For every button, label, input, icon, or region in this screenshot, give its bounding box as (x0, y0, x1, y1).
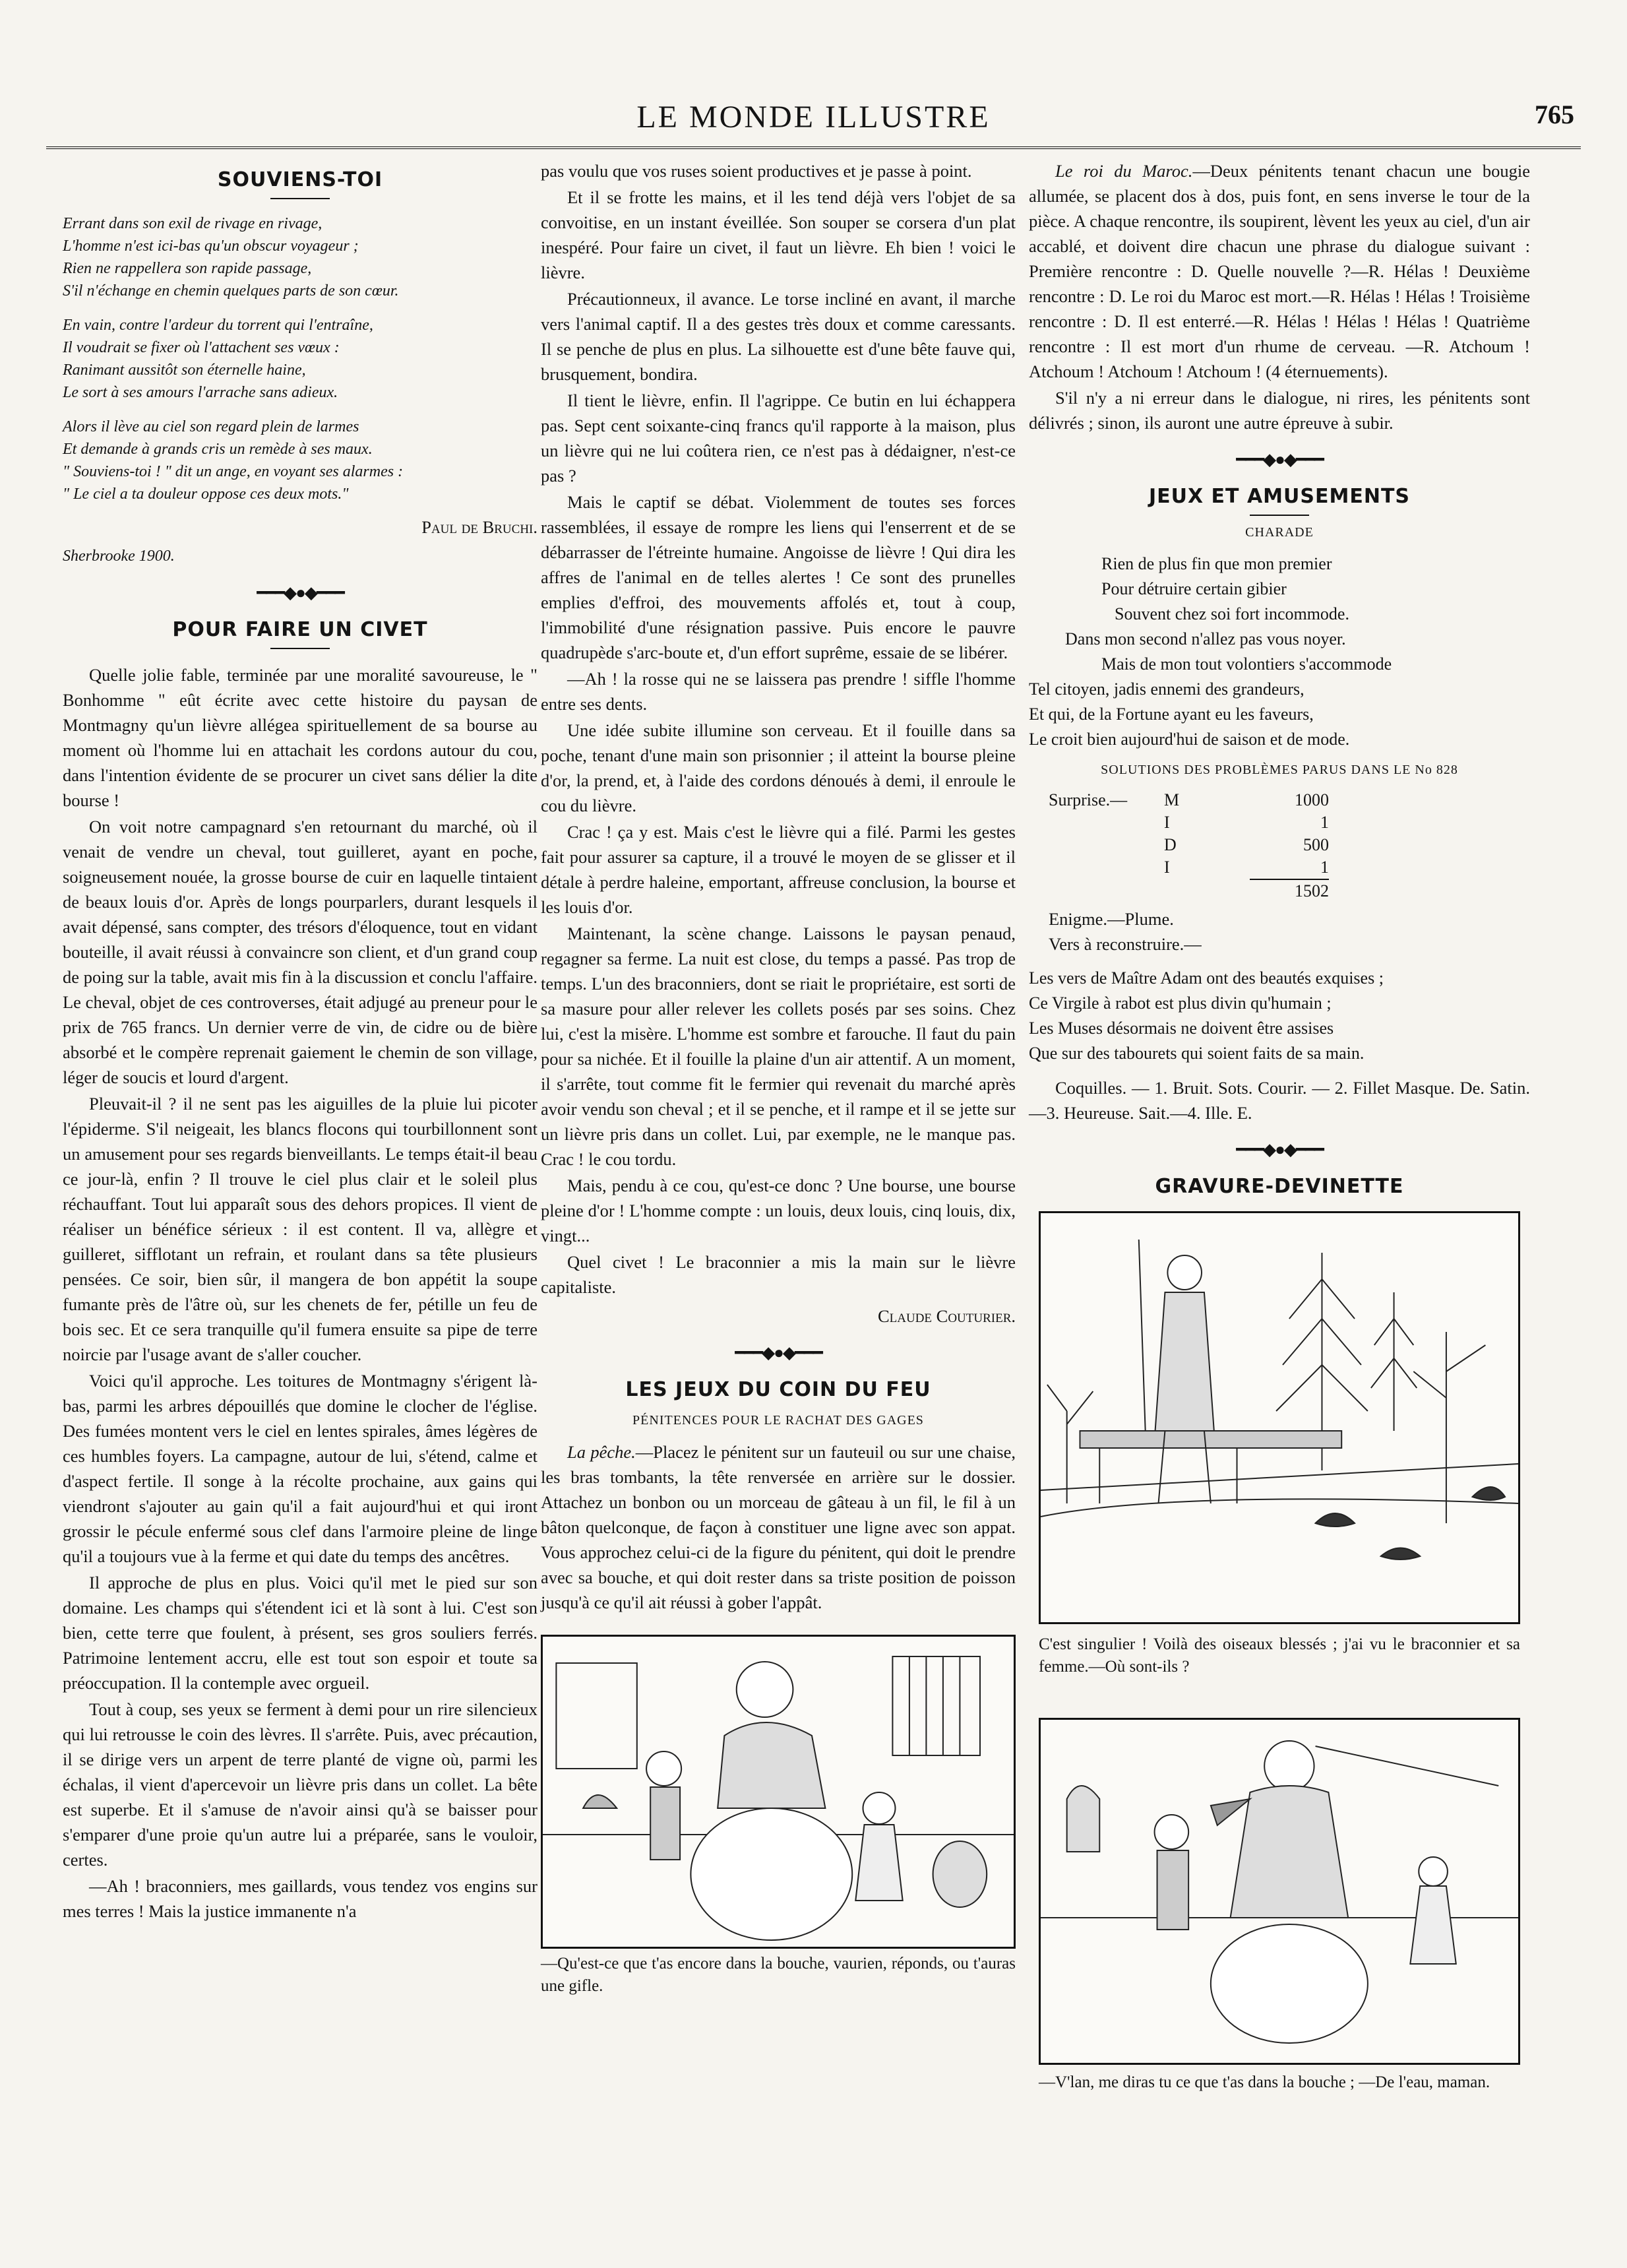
cartoon-drawing-2 (1041, 1720, 1518, 2063)
charade-verse (1029, 551, 1530, 752)
gravure-illustration (1039, 1211, 1520, 1624)
column-1 (63, 158, 537, 1924)
story-author: Claude Couturier. (877, 1306, 1016, 1326)
solutions-total: 1502 (1295, 881, 1329, 900)
charade-line: Souvent chez soi fort incommode. (1115, 604, 1349, 623)
solutions-row: D 500 (1164, 835, 1329, 854)
poem-line: Le sort à ses amours l'arrache sans adieux. (63, 384, 338, 401)
maroc-paragraph (1029, 158, 1530, 384)
poem-line: S'il n'échange en chemin quelques parts de son cœur. (63, 282, 399, 299)
poem-line: Il voudrait se fixer où l'attachent ses vœux : (63, 339, 340, 356)
title-rule (270, 198, 330, 199)
games-paragraph (541, 1439, 1016, 1615)
poem-line: Et demande à grands cris un remède à ses maux. (63, 441, 373, 458)
poem-author: Paul de Bruchi. (421, 517, 537, 537)
solutions-title: SOLUTIONS DES PROBLÈMES PARUS DANS LE No 828 (1101, 763, 1458, 777)
poem-line: Ranimant aussitôt son éternelle haine, (63, 362, 306, 379)
maroc-paragraph-2: S'il n'y a ni erreur dans le dialogue, ni rires, les pénitents sont délivrés ; sinon, ils auront une autre épreuve à subir. (1029, 388, 1530, 433)
poem (63, 212, 537, 505)
title-rule (1250, 515, 1309, 516)
story-paragraph: Mais, pendu à ce cou, qu'est-ce donc ? Une bourse, une bourse pleine d'or ! L'homme compte : un louis, deux louis, cinq louis, dix, vingt... (541, 1176, 1016, 1245)
story-paragraph: Mais le captif se débat. Violemment de toutes ses forces rassemblées, il essaye de rompre les liens qui l'enserrent et de se débarrasser de l'étreinte humaine. Angoisse de lièvre ! Qui dira les affres de l'animal en de telles alertes ! Ce sont des prunelles emplies d'effroi, des mouvements affolés et, tout à coup, l'immobilité d'une résignation passive. Puis encore le pauvre quadrupède s'arc-boute et, d'un effort suprême, essaie de se libérer. (541, 492, 1016, 662)
story-paragraph: Précautionneux, il avance. Le torse incliné en avant, il marche vers l'animal captif. Il a des gestes très doux et comme caressants. Il se penche de plus en plus. La silhouette est d'une bête fauve qui, brusquement, bondira. (541, 289, 1016, 384)
header-rule (46, 146, 1581, 149)
vers-verse (1029, 966, 1530, 1066)
solutions-table (1049, 789, 1530, 902)
gravure-drawing (1041, 1213, 1518, 1622)
verse-line: Que sur des tabourets qui soient faits de sa main. (1029, 1044, 1365, 1063)
story-paragraph: Voici qu'il approche. Les toitures de Montmagny s'érigent là-bas, parmi les arbres dépouillés que domine le clocher de l'église. Des fumées montent vers le ciel en lentes spirales, âmes légères de ces humbles foyers. La campagne, autour de lui, s'étend, calme et d'aspect fertile. Il songe à la récolte prochaine, aux gains qui viendront s'ajouter au gain qu'il a fait aujourd'hui et qui iront grossir le pécule enfermé sous clef dans l'armoire pleine de linge qu'il a toujours vue à la ferme et qui date du temps des ancêtres. (63, 1371, 537, 1566)
cartoon-illustration-2 (1039, 1718, 1520, 2065)
verse-line: Les Muses désormais ne doivent être assises (1029, 1019, 1334, 1038)
solutions-row: Surprise.— M 1000 (1049, 790, 1329, 809)
story-paragraph: Il tient le lièvre, enfin. Il l'agrippe. Ce butin en lui échappera pas. Sept cent soixante-cinq francs qu'il rapporte à la maison, plus un lièvre qui ne lui coûtera rien, ce n'est pas à dédaigner, n'est-ce pas ? (541, 391, 1016, 486)
poem-line: Rien ne rappellera son rapide passage, (63, 260, 312, 277)
story-paragraph: Crac ! ça y est. Mais c'est le lièvre qui a filé. Parmi les gestes fait pour assurer sa capture, il a trouvé le moyen de se glisser et il détale à perdre haleine, emportant, affreuse conclusion, la bourse et les louis d'or. (541, 822, 1016, 917)
coquilles: Coquilles. — 1. Bruit. Sots. Courir. — 2. Fillet Masque. De. Satin.—3. Heureuse. Sait.—4. Ille. E. (1029, 1078, 1530, 1123)
story-paragraph: Il approche de plus en plus. Voici qu'il met le pied sur son domaine. Les champs qui s'étendent ici et là sont à lui. C'est son bien, cette terre que foulent, à présent, ses gros souliers ferrés. Patrimoine lentement accru, elle est tout son espoir et toute sa préoccupation. Il la contemple avec orgueil. (63, 1573, 537, 1693)
charade-line: Rien de plus fin que mon premier (1101, 554, 1332, 573)
charade-title: CHARADE (1245, 525, 1314, 540)
cartoon-drawing-1 (543, 1637, 1014, 1947)
solutions-row: I 1 (1049, 856, 1530, 880)
poem-place: Sherbrooke 1900. (63, 548, 175, 565)
story-paragraph: Quel civet ! Le braconnier a mis la main sur le lièvre capitaliste. (541, 1252, 1016, 1297)
ornament-divider: ━━━◆●◆━━━ (735, 1343, 822, 1362)
story-paragraph: —Ah ! braconniers, mes gaillards, vous tendez vos engins sur mes terres ! Mais la justice immanente n'a (63, 1876, 537, 1921)
vers-label: Vers à reconstruire.— (1049, 934, 1202, 954)
cartoon-caption-2: —V'lan, me diras tu ce que t'as dans la bouche ; —De l'eau, maman. (1039, 2073, 1490, 2091)
charade-line: Et qui, de la Fortune ayant eu les faveurs, (1029, 705, 1314, 724)
masthead (40, 99, 1587, 145)
charade-line: Le croit bien aujourd'hui de saison et de mode. (1029, 730, 1350, 749)
story-paragraph: Et il se frotte les mains, et il les tend déjà vers l'objet de sa convoitise, en un instant éveillée. Son souper se corsera d'un plat inespéré. Pour faire un civet, il faut un lièvre. Eh bien ! voici le lièvre. (541, 187, 1016, 282)
page-number: 765 (1535, 100, 1574, 129)
maroc-text: —Deux pénitents tenant chacun une bougie allumée, se placent dos à dos, puis font, en sens inverse le tour de la pièce. A chaque rencontre, ils soupirent, lèvent les yeux au ciel, d'un air accablé, et doivent dire chacun une phrase du dialogue suivant : Première rencontre : D. Quelle nouvelle ?—R. Hélas ! Deuxième rencontre : D. Le roi du Maroc est mort.—R. Hélas ! Hélas ! Troisième rencontre : D. Il est enterré.—R. Hélas ! Hélas ! Hélas ! Quatrième rencontre : Il est mort d'un rhume de cerveau. —R. Atchoum ! Atchoum ! Atchoum ! Atchoum ! (4 éternuements). (1029, 161, 1531, 381)
games-title: LES JEUX DU COIN DU FEU (625, 1378, 931, 1401)
games-lead: La pêche. (567, 1442, 636, 1462)
column-2 (541, 158, 1016, 1998)
poem-title: SOUVIENS-TOI (217, 168, 383, 191)
verse-line: Ce Virgile à rabot est plus divin qu'humain ; (1029, 993, 1332, 1013)
enigme: Enigme.—Plume. (1049, 909, 1174, 929)
story-title: POUR FAIRE UN CIVET (172, 618, 428, 641)
story-paragraph: pas voulu que vos ruses soient productives et je passe à point. (541, 161, 972, 181)
cartoon-caption-1: —Qu'est-ce que t'as encore dans la bouche, vaurien, réponds, ou t'auras une gifle. (541, 1955, 1016, 1995)
charade-line: Mais de mon tout volontiers s'accommode (1101, 654, 1392, 674)
games-subtitle: PÉNITENCES POUR LE RACHAT DES GAGES (632, 1413, 924, 1428)
poem-line: L'homme n'est ici-bas qu'un obscur voyageur ; (63, 237, 359, 255)
games-text: —Placez le pénitent sur un fauteuil ou sur une chaise, les bras tombants, la tête renversée en arrière sur le dossier. Attachez un bonbon ou un morceau de gâteau à un fil, le fil à un bâton quelconque, de façon à constituer une ligne avec son appat. Vous approchez celui-ci de la figure du pénitent, qui doit le prendre avec sa bouche, et qui doit rester dans sa triste position de poisson jusqu'à ce qu'il ait réussi à gober l'appât. (541, 1442, 1016, 1612)
jeux-title: JEUX ET AMUSEMENTS (1148, 485, 1411, 508)
solutions-total-row (1049, 880, 1530, 902)
poem-line: Alors il lève au ciel son regard plein de larmes (63, 418, 359, 435)
story-paragraph: Tout à coup, ses yeux se ferment à demi pour un rire silencieux qui lui retrousse le coin des lèvres. Il s'arrête. Puis, avec précaution, il se dirige vers un arpent de terre planté de vigne où, parmi les échalas, il vient d'apercevoir un lièvre pris dans un collet. La bête est superbe. Et il s'amuse de n'avoir ainsi qu'à se baisser pour s'emparer d'une proie qu'un autre lui a préparée, sans le vouloir, certes. (63, 1699, 537, 1870)
maroc-lead: Le roi du Maroc. (1055, 161, 1193, 181)
poem-line: " Souviens-toi ! " dit un ange, en voyant ses alarmes : (63, 463, 404, 480)
story-paragraph: Pleuvait-il ? il ne sent pas les aiguilles de la pluie lui picoter l'épiderme. S'il neigeait, les blancs flocons qui tourbillonnent sont un amusement pour ses regards bienveillants. Le temps était-il beau ce jour-là, enfin ? Il trouve le ciel plus clair et le soleil plus réchauffant. Tout lui apparaît sous des dehors propices. Il vient de réaliser un bénéfice sérieux : il est content. Il va, allègre et guilleret, sifflotant un refrain, et roulant dans sa tête plusieurs pensées. Ce soir, bien sûr, il mangera de bon appétit la soupe fumante près de l'âtre où, sur les chenets de fer, pétille un feu de bois sec. Et ce sera tranquille qu'il fumera ensuite sa pipe de terre noircie par l'usage avant de s'aller coucher. (63, 1094, 537, 1364)
solutions-row: I 1 (1164, 813, 1329, 832)
cartoon-illustration-1 (541, 1635, 1016, 1949)
charade-line: Tel citoyen, jadis ennemi des grandeurs, (1029, 679, 1305, 699)
story-paragraph: Maintenant, la scène change. Laissons le paysan penaud, regagner sa ferme. La nuit est close, du temps a passé. Pas trop de temps. L'un des braconniers, dont se riait le propriétaire, est sorti de sa masure pour aller relever les collets posés par ses soins. Chez lui, c'est la misère. L'homme est sombre et farouche. Il faut du pain pour sa nichée. Et il fouille la plaine d'un air attentif. A un moment, il s'arrête, tout comme fit le fermier qui revenait du marché après avoir vendu son cheval ; et il se penche, et il rampe et il se jette sur un lièvre pris dans un collet. Lui, par exemple, ne le manque pas. Crac ! le cou tordu. (541, 924, 1016, 1169)
gravure-caption: C'est singulier ! Voilà des oiseaux blessés ; j'ai vu le braconnier et sa femme.—Où sont-ils ? (1039, 1635, 1520, 1676)
charade-line: Pour détruire certain gibier (1101, 579, 1287, 598)
story-paragraph: Une idée subite illumine son cerveau. Et il fouille dans sa poche, tenant d'une main son prisonnier ; il atteint la bourse pleine d'or, la prend, et, à l'aide des cordons dénoués à demi, il enroule le cou du lièvre. (541, 720, 1016, 815)
story-paragraph: —Ah ! la rosse qui ne se laissera pas prendre ! siffle l'homme entre ses dents. (541, 669, 1016, 714)
gravure-title: GRAVURE-DEVINETTE (1155, 1175, 1404, 1198)
poem-line: Errant dans son exil de rivage en rivage, (63, 215, 322, 232)
poem-line: En vain, contre l'ardeur du torrent qui l'entraîne, (63, 317, 373, 334)
ornament-divider: ━━━◆●◆━━━ (1236, 450, 1323, 469)
story-paragraph: Quelle jolie fable, terminée par une moralité savoureuse, le " Bonhomme " eût écrite avec cette histoire du paysan de Montmagny qu'un lièvre allégea spirituellement de sa bourse au moment où l'homme lui en attachait les cordons autour du cou, dans l'intention évidente de se procurer un civet sans délier la dite bourse ! (63, 665, 537, 810)
ornament-divider: ━━━◆●◆━━━ (1236, 1140, 1323, 1159)
poem-line: " Le ciel a ta douleur oppose ces deux mots." (63, 486, 349, 503)
column-3 (1029, 158, 1530, 2094)
newspaper-title: LE MONDE ILLUSTRE (636, 100, 991, 135)
verse-line: Les vers de Maître Adam ont des beautés exquises ; (1029, 968, 1384, 988)
story-paragraph: On voit notre campagnard s'en retournant du marché, où il venait de vendre un cheval, tout guilleret, ayant en poche, soigneusement nouée, la grosse bourse de cuir en laquelle tintaient de beaux louis d'or. Après de longs pourparlers, durant lesquels il avait dépensé, sans compter, des trésors d'éloquence, tout en vidant bouteille, il avait réussi à convaincre son client, et d'un grand coup de poing sur la table, avait mis fin à la discussion et conclu l'affaire. Le cheval, objet de ces controverses, était adjugé au preneur pour le prix de 765 francs. Un dernier verre de vin, de cidre ou de bière absorbé et le compère reprenait gaiement le chemin de son village, léger de soucis et lourd d'argent. (63, 817, 537, 1087)
charade-line: Dans mon second n'allez pas vous noyer. (1065, 629, 1346, 648)
title-rule (270, 648, 330, 649)
ornament-divider: ━━━◆●◆━━━ (257, 583, 344, 602)
